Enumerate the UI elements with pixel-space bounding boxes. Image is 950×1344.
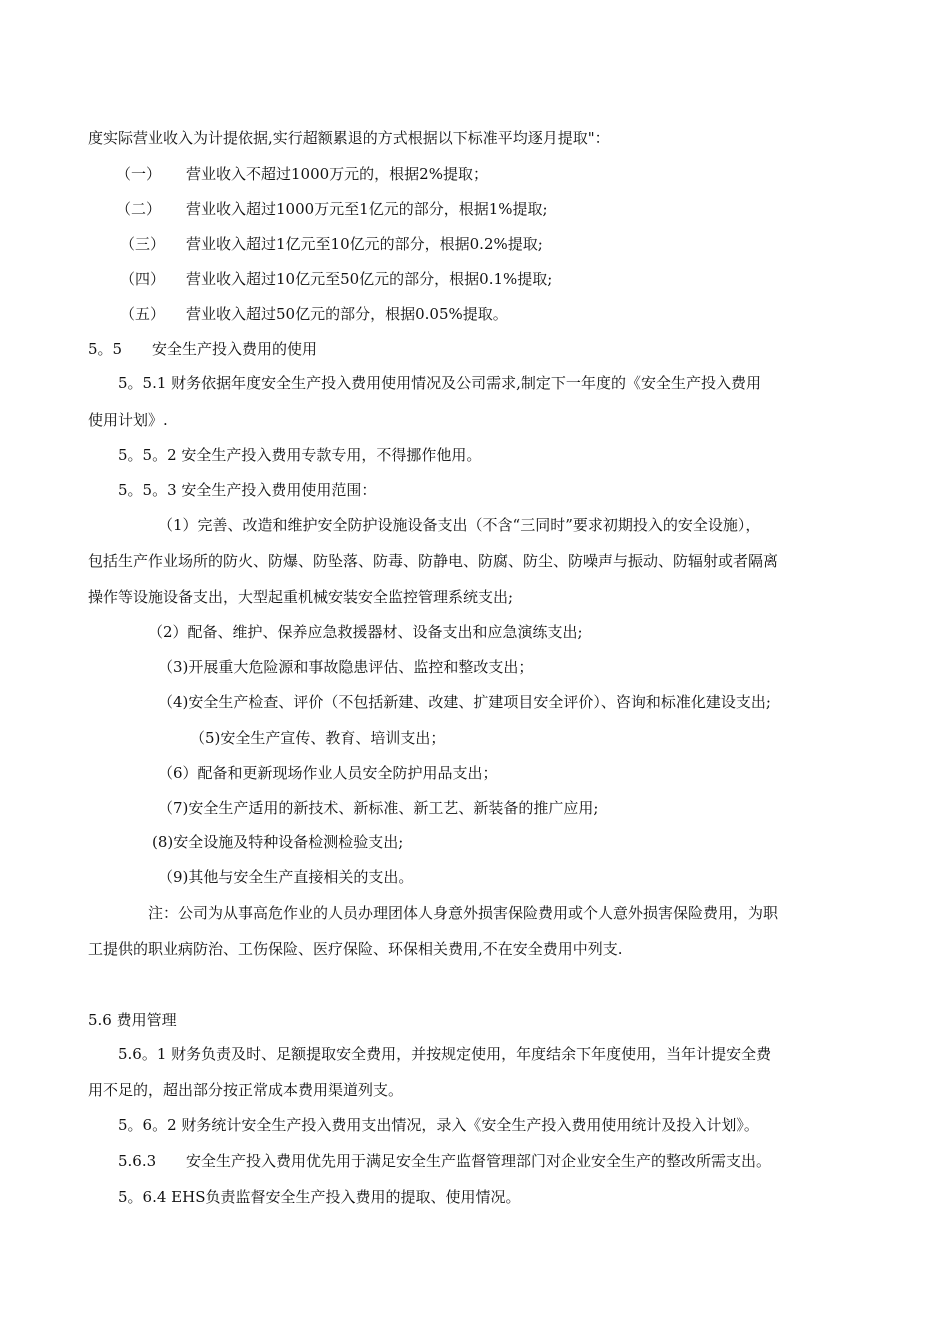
scope-item-8: (8)安全设施及特种设备检测检验支出; <box>152 833 404 851</box>
paragraph-5-5-1: 5。5.1 财务依据年度安全生产投入费用使用情况及公司需求,制定下一年度的《安全生产投入费用 <box>118 374 761 392</box>
tier-text: 营业收入超过1亿元至10亿元的部分，根据0.2%提取; <box>186 235 543 253</box>
scope-item-3: （3)开展重大危险源和事故隐患评估、监控和整改支出； <box>158 658 534 676</box>
tier-label: （三） <box>120 235 166 253</box>
scope-item-4: （4)安全生产检查、评价（不包括新建、改建、扩建项目安全评价）、咨询和标准化建设支出; <box>158 693 771 711</box>
section-heading-5-6: 5.6 费用管理 <box>88 1011 177 1029</box>
paragraph-5-6-2: 5。6。2 财务统计安全生产投入费用支出情况，录入《安全生产投入费用使用统计及投入计划》。 <box>118 1116 759 1134</box>
paragraph-text: 安全生产投入费用优先用于满足安全生产监督管理部门对企业安全生产的整改所需支出。 <box>186 1152 772 1170</box>
scope-item-2: （2）配备、维护、保养应急救援器材、设备支出和应急演练支出; <box>148 623 583 641</box>
scope-item-1: （1）完善、改造和维护安全防护设施设备支出（不含“三同时”要求初期投入的安全设施）， <box>158 516 761 534</box>
scope-item-1-cont: 包括生产作业场所的防火、防爆、防坠落、防毒、防静电、防腐、防尘、防噪声与振动、防辐射或者隔离 <box>88 552 779 570</box>
tier-text: 营业收入不超过1000万元的，根据2%提取； <box>186 165 488 183</box>
scope-item-5: （5)安全生产宣传、教育、培训支出； <box>190 729 446 747</box>
note-paragraph-cont: 工提供的职业病防治、工伤保险、医疗保险、环保相关费用,不在安全费用中列支. <box>88 940 623 958</box>
tier-label: （一） <box>116 165 162 183</box>
tier-text: 营业收入超过1000万元至1亿元的部分，根据1%提取; <box>186 200 548 218</box>
scope-item-9: （9)其他与安全生产直接相关的支出。 <box>158 868 414 886</box>
tier-label: （二） <box>116 200 162 218</box>
paragraph-5-5-1-cont: 使用计划》. <box>88 411 168 429</box>
section-title: 安全生产投入费用的使用 <box>152 340 318 358</box>
intro-line: 度实际营业收入为计提依据,实行超额累退的方式根据以下标准平均逐月提取"： <box>88 129 610 147</box>
scope-item-7: （7)安全生产适用的新技术、新标准、新工艺、新装备的推广应用; <box>158 799 599 817</box>
paragraph-5-5-2: 5。5。2 安全生产投入费用专款专用，不得挪作他用。 <box>118 446 482 464</box>
paragraph-5-6-1-cont: 用不足的，超出部分按正常成本费用渠道列支。 <box>88 1081 404 1099</box>
paragraph-number: 5.6.3 <box>118 1152 157 1170</box>
scope-item-6: （6）配备和更新现场作业人员安全防护用品支出； <box>158 764 498 782</box>
note-paragraph: 注：公司为从事高危作业的人员办理团体人身意外损害保险费用或个人意外损害保险费用，为职 <box>148 904 779 922</box>
paragraph-5-5-3: 5。5。3 安全生产投入费用使用范围： <box>118 481 377 499</box>
paragraph-5-6-1: 5.6。1 财务负责及时、足额提取安全费用，并按规定使用，年度结余下年度使用，当年计提安全费 <box>118 1045 772 1063</box>
tier-text: 营业收入超过50亿元的部分，根据0.05%提取。 <box>186 305 508 323</box>
tier-text: 营业收入超过10亿元至50亿元的部分，根据0.1%提取; <box>186 270 553 288</box>
tier-label: （五） <box>120 305 166 323</box>
tier-label: （四） <box>120 270 166 288</box>
section-number: 5。5 <box>88 340 123 358</box>
paragraph-5-6-4: 5。6.4 EHS负责监督安全生产投入费用的提取、使用情况。 <box>118 1188 521 1206</box>
scope-item-1-cont: 操作等设施设备支出，大型起重机械安装安全监控管理系统支出; <box>88 588 514 606</box>
